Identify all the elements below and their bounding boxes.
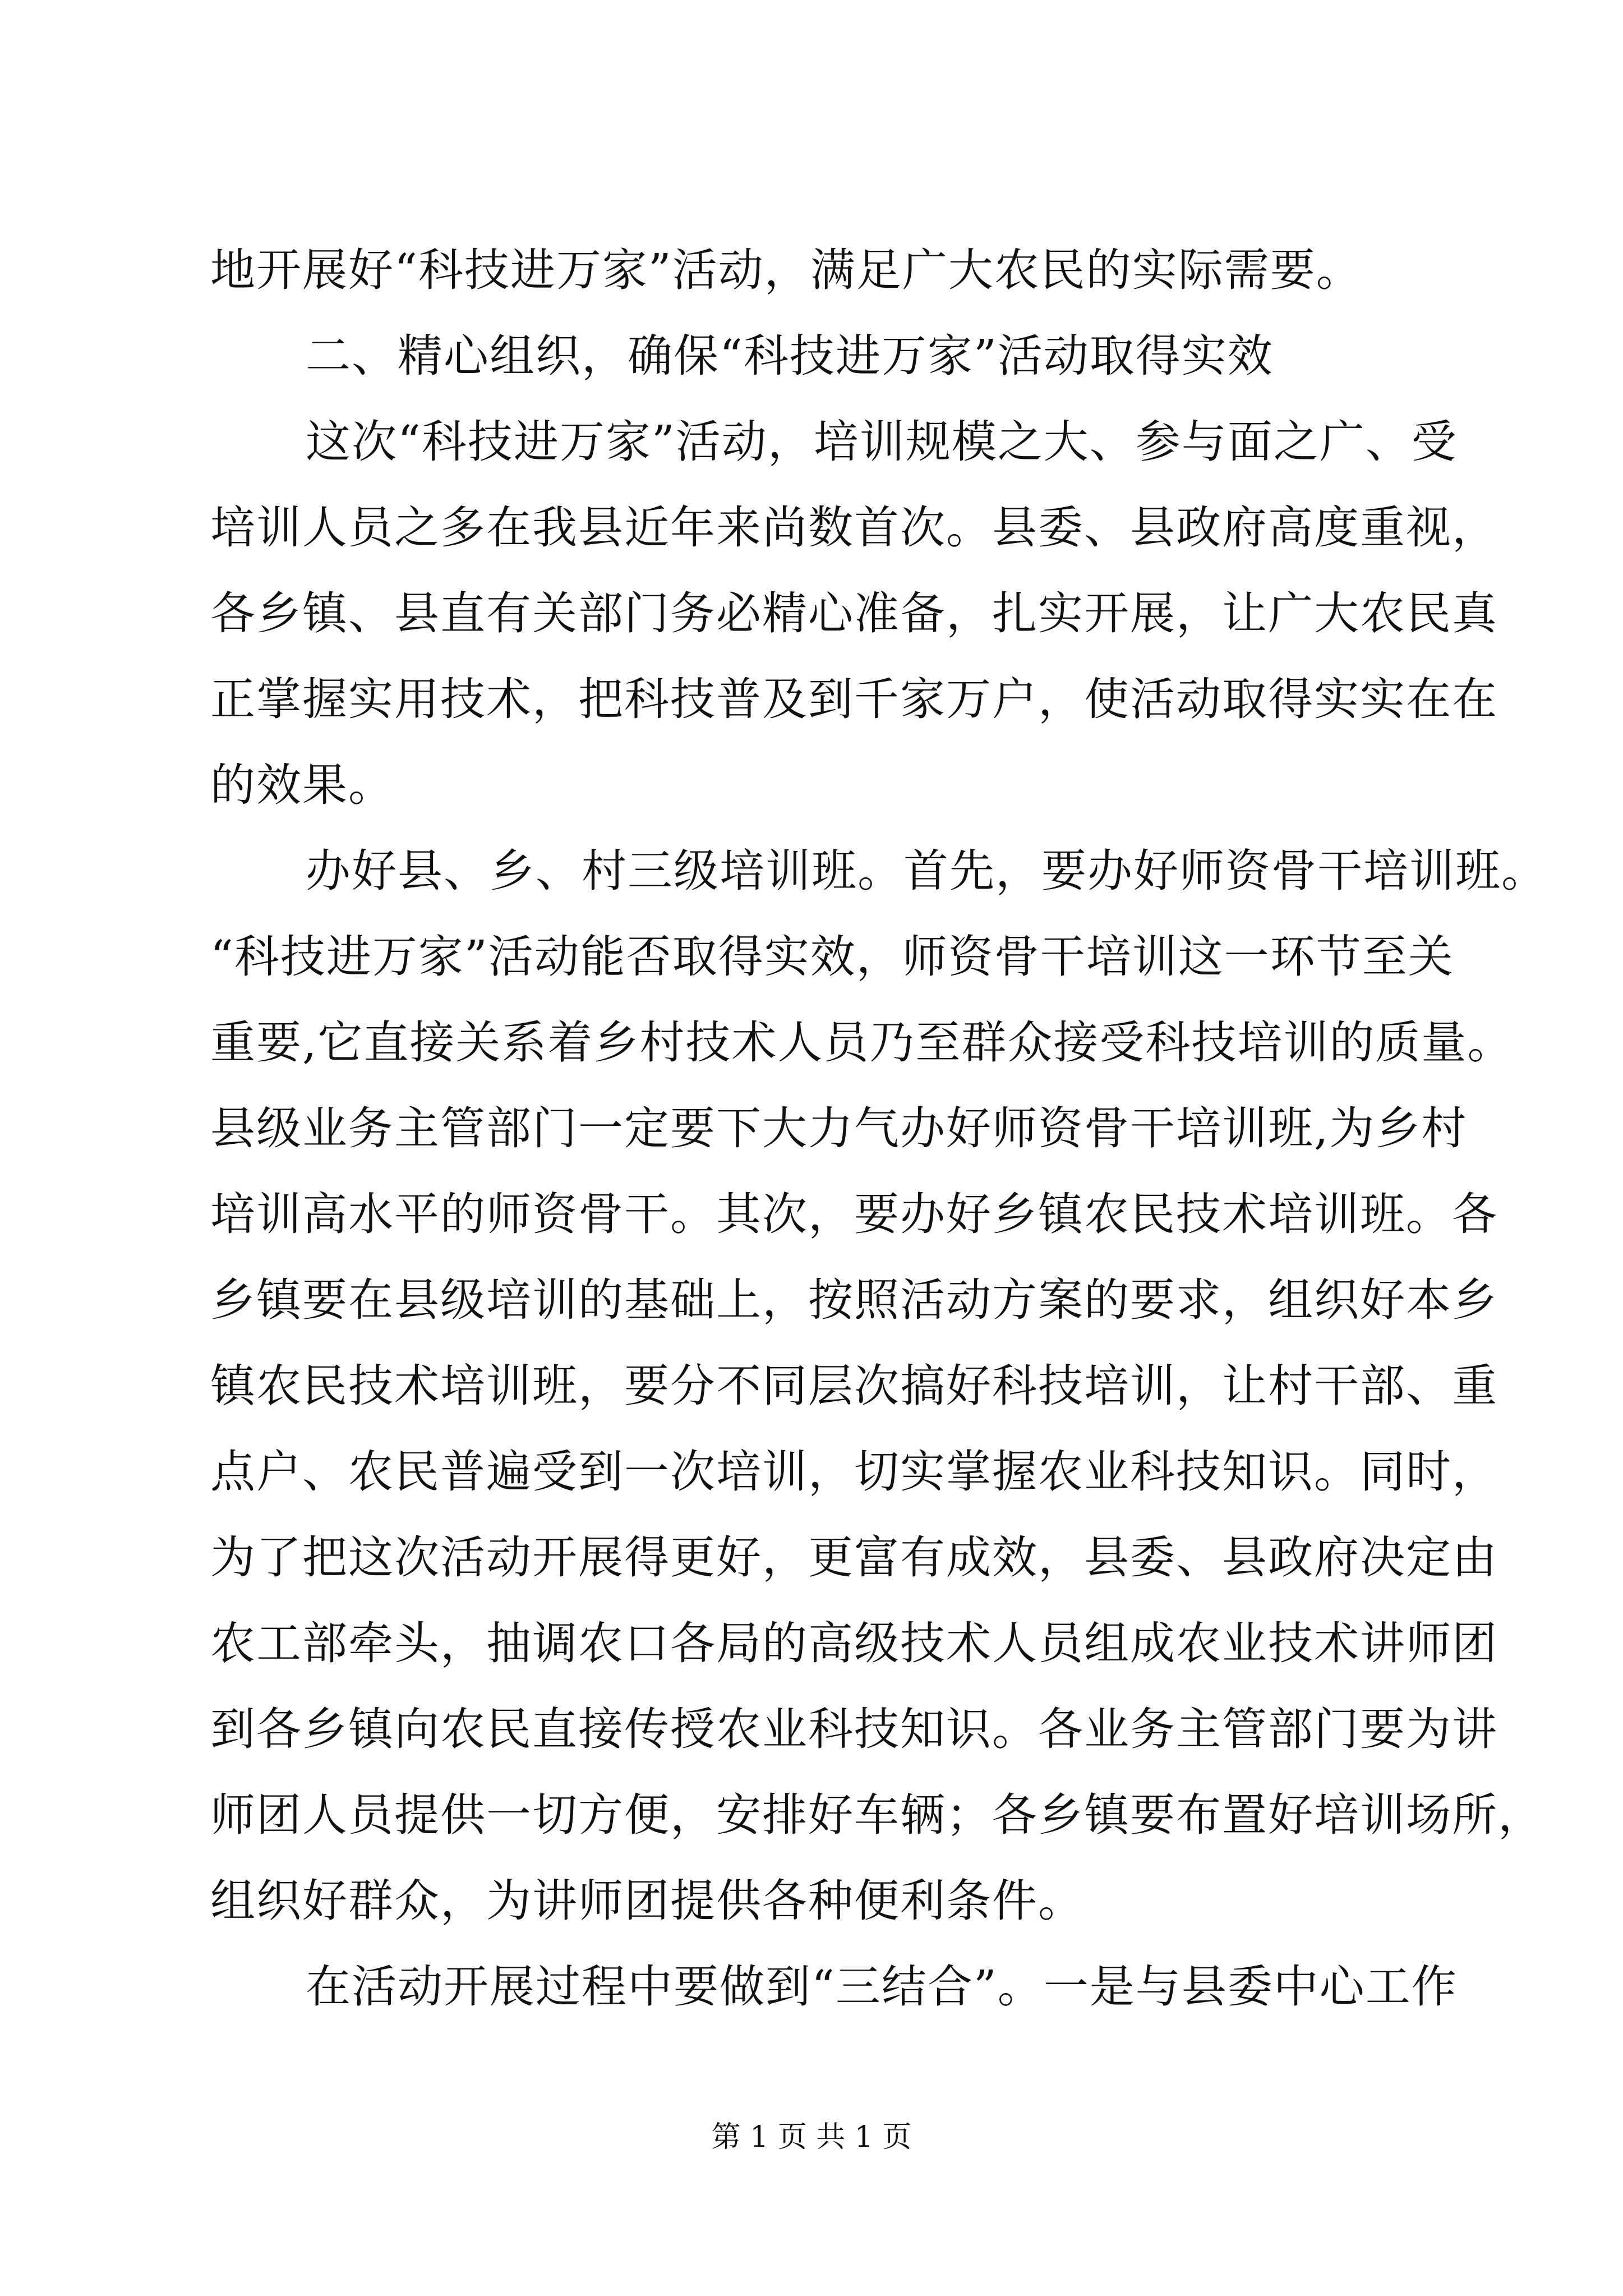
document-body <box>210 227 1547 2030</box>
text-line: 农工部牵头，抽调农口各局的高级技术人员组成农业技术讲师团 <box>210 1617 1498 1669</box>
text-line: 点户、农民普遍受到一次培训，切实掌握农业科技知识。同时， <box>210 1446 1498 1498</box>
text-line: 在活动开展过程中要做到“三结合”。一是与县委中心工作 <box>306 1961 1458 2013</box>
text-line: 办好县、乡、村三级培训班。首先，要办好师资骨干培训班。 <box>306 845 1547 897</box>
text-line: 组织好群众，为讲师团提供各种便利条件。 <box>210 1875 1084 1927</box>
text-line: 各乡镇、县直有关部门务必精心准备，扎实开展，让广大农民真 <box>210 587 1498 639</box>
text-line: “科技进万家”活动能否取得实效，师资骨干培训这一环节至关 <box>210 931 1454 983</box>
text-line: 师团人员提供一切方便，安排好车辆；各乡镇要布置好培训场所， <box>210 1789 1544 1841</box>
page-footer: 第 1 页 共 1 页 <box>711 2120 912 2154</box>
text-line: 的效果。 <box>210 759 394 811</box>
text-line: 县级业务主管部门一定要下大力气办好师资骨干培训班,为乡村 <box>210 1102 1468 1154</box>
text-line: 重要,它直接关系着乡村技术人员乃至群众接受科技培训的质量。 <box>210 1016 1514 1069</box>
text-line: 镇农民技术培训班，要分不同层次搞好科技培训，让村干部、重 <box>210 1360 1498 1412</box>
text-line: 正掌握实用技术，把科技普及到千家万户，使活动取得实实在在 <box>210 673 1498 725</box>
text-line: 到各乡镇向农民直接传授农业科技知识。各业务主管部门要为讲 <box>210 1703 1498 1755</box>
text-line: 培训高水平的师资骨干。其次，要办好乡镇农民技术培训班。各 <box>210 1188 1498 1240</box>
text-line: 乡镇要在县级培训的基础上，按照活动方案的要求，组织好本乡 <box>210 1274 1498 1326</box>
section-heading: 二、精心组织，确保“科技进万家”活动取得实效 <box>306 330 1274 382</box>
text-line: 为了把这次活动开展得更好，更富有成效，县委、县政府决定由 <box>210 1531 1498 1584</box>
text-line: 这次“科技进万家”活动，培训规模之大、参与面之广、受 <box>306 416 1458 468</box>
text-line: 地开展好“科技进万家”活动，满足广大农民的实际需要。 <box>210 244 1362 296</box>
text-line: 培训人员之多在我县近年来尚数首次。县委、县政府高度重视， <box>210 501 1498 554</box>
